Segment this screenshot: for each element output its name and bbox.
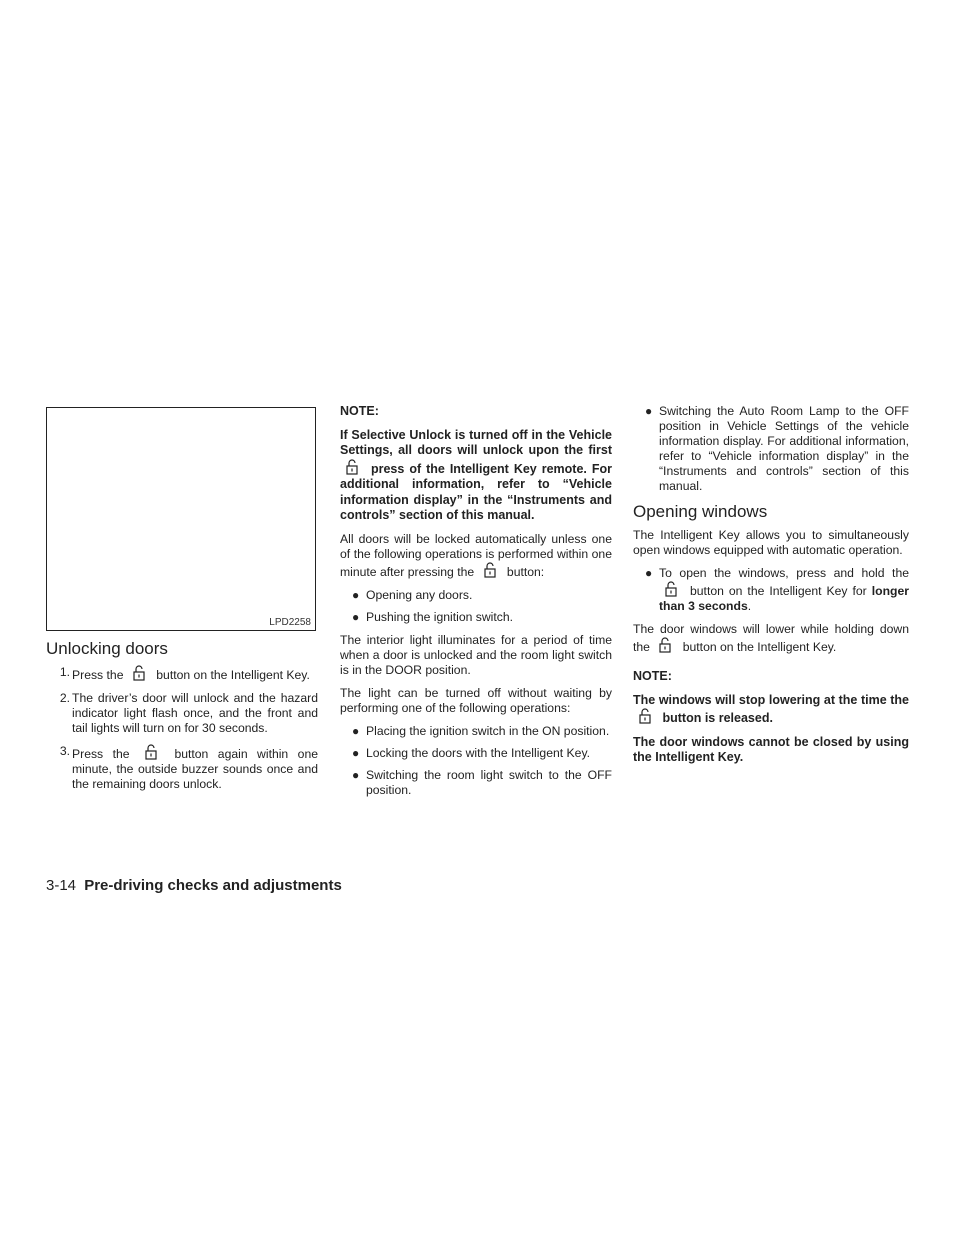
windows-note-2: The door windows cannot be closed by using the Intelligent Key. [633,734,909,764]
note-label: NOTE: [340,404,379,418]
unlock-key-icon [481,562,501,578]
unlock-key-icon [130,665,150,681]
column-1 [46,407,318,800]
auto-room-lamp-bullet [633,404,909,494]
unlock-key-icon [656,637,676,653]
list-item: ● Switching the Auto Room Lamp to the OFF position in Vehicle Settings of the vehicle information display. For additional information, refer to “Vehicle information display” in the “Instruments and controls” section of this manual. [645,404,909,493]
turn-off-bullets [340,724,612,798]
step-1: 1. Press the button on the Intelligent Key. [59,665,310,682]
open-windows-bullet [633,566,909,614]
page-number: 3-14 [46,877,77,894]
step-3: 3. Press the button again within one minute, the outside buzzer sounds once and the remaining doors unlock. [59,744,318,791]
heading-unlocking-doors: Unlocking doors [46,639,168,658]
unlock-key-icon [142,744,162,760]
column-2 [340,404,612,806]
auto-lock-bullets [340,588,612,625]
auto-lock-paragraph: All doors will be locked automatically unless one of the following operations is performed within one minute after pressing the button: [340,531,612,579]
windows-intro: The Intelligent Key allows you to simultaneously open windows equipped with automatic operation. [633,528,909,557]
windows-lower-paragraph: The door windows will lower while holding down the button on the Intelligent Key. [633,622,909,654]
unlock-key-icon [662,581,682,597]
list-item: ● Switching the room light switch to the OFF position. [352,767,612,797]
turn-off-paragraph: The light can be turned off without waiting by performing one of the following operations: [340,685,612,715]
interior-light-paragraph: The interior light illuminates for a period of time when a door is unlocked and the room light switch is in the DOOR position. [340,632,612,677]
windows-note-1: The windows will stop lowering at the time the button is released. [633,692,909,725]
step-2: 2. The driver’s door will unlock and the hazard indicator light flash once, and the front and tail lights will turn on for 30 seconds. [59,691,318,735]
unlock-key-icon [343,459,363,475]
list-item: ● To open the windows, press and hold the button on the Intelligent Key for longer than 3 seconds. [645,566,909,613]
section-title: Pre-driving checks and adjustments [84,877,342,894]
column-3 [633,404,909,774]
list-item: ● Pushing the ignition switch. [352,609,514,624]
unlock-key-icon [636,708,656,724]
page-footer [46,877,342,894]
figure-illustration [46,407,316,631]
list-item: ● Opening any doors. [352,587,473,602]
list-item: ● Placing the ignition switch in the ON position. [352,723,610,738]
unlock-steps [46,665,318,792]
note-label: NOTE: [633,669,672,683]
heading-opening-windows: Opening windows [633,502,768,521]
selective-unlock-note: If Selective Unlock is turned off in the Vehicle Settings, all doors will unlock upon the first press of the Intelligent Key remote. For additional information, refer to “Vehicle information display” in the “Instruments and controls” section of this manual. [340,427,612,522]
list-item: ● Locking the doors with the Intelligent Key. [352,745,591,760]
figure-label: LPD2258 [269,617,311,628]
